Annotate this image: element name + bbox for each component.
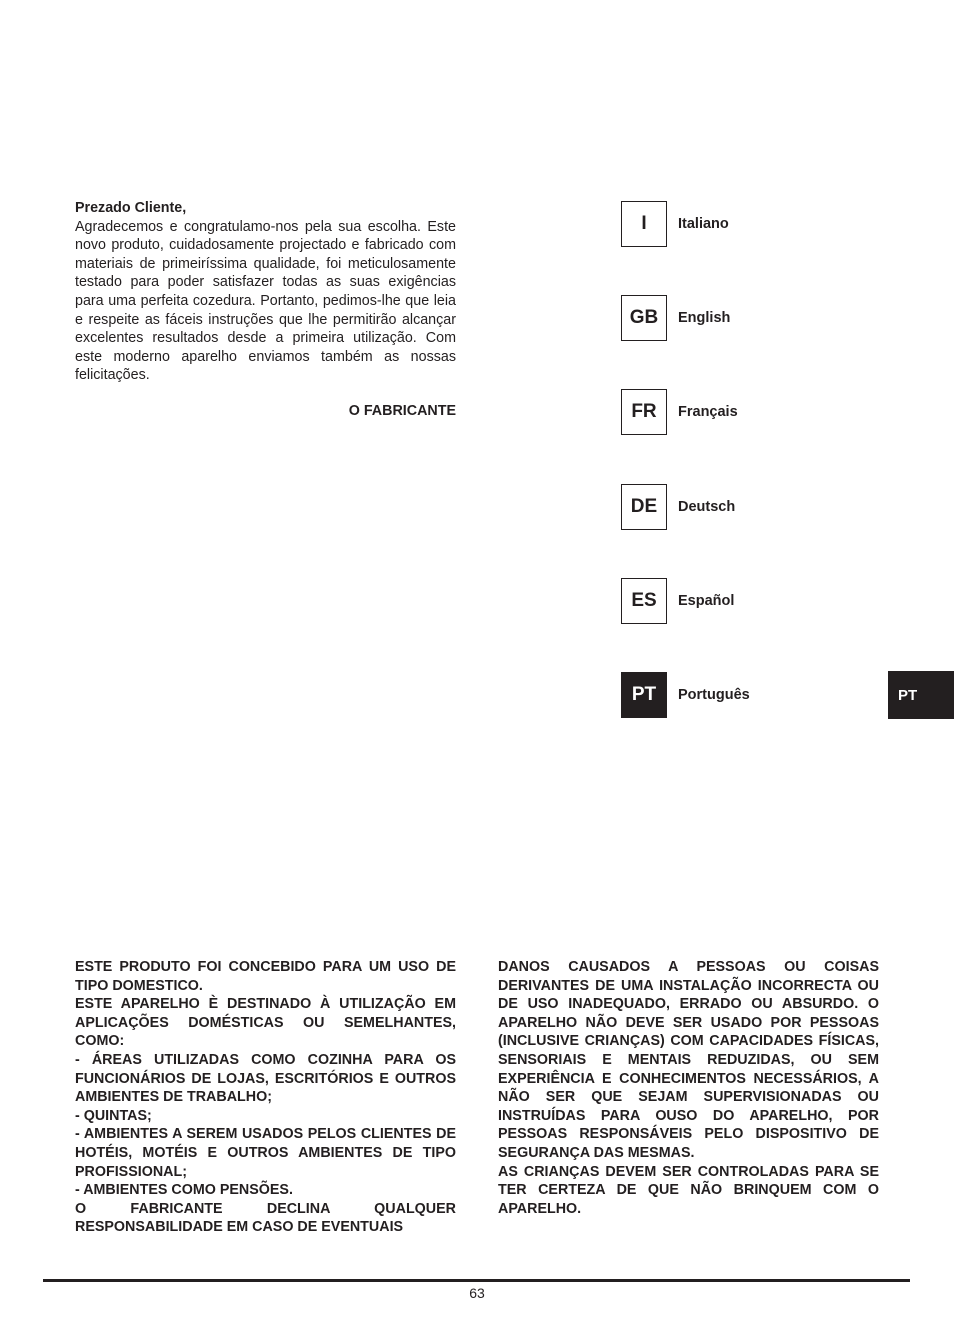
- signature: O FABRICANTE: [348, 402, 456, 419]
- language-name: Español: [678, 593, 735, 609]
- language-code-box[interactable]: I: [621, 201, 667, 247]
- notice-paragraph: - AMBIENTES COMO PENSÕES.: [75, 1182, 293, 1199]
- notice-paragraph: ESTE PRODUTO FOI CONCEBIDO PARA UM USO DE TIPO DOMESTICO.: [75, 959, 456, 994]
- notice-paragraph: - QUINTAS;: [75, 1107, 152, 1124]
- notice-paragraph: - AMBIENTES A SEREM USADOS PELOS CLIENTES DE HOTÉIS, MOTÉIS E OUTROS AMBIENTES DE TIPO PROFISSIONAL;: [75, 1126, 456, 1180]
- notice-right-column: [498, 958, 879, 1218]
- notice-paragraph: ESTE APARELHO È DESTINADO À UTILIZAÇÃO EM APLICAÇÕES DOMÉSTICAS OU SEMELHANTES, COMO:: [75, 996, 456, 1050]
- greeting: Prezado Cliente,: [75, 200, 187, 216]
- language-code-box-active[interactable]: PT: [621, 672, 667, 718]
- language-code-box[interactable]: FR: [621, 389, 667, 435]
- notice-paragraph: DANOS CAUSADOS A PESSOAS OU COISAS DERIVANTES DE UMA INSTALAÇÃO INCORRECTA OU DE USO INADEQUADO, ERRADO OU ABSURDO. O APARELHO NÃO DEVE SER USADO POR PESSOAS (INCLUSIVE CRIANÇAS) COM CAPACIDADES FÍSICAS, SENSORIAIS E MENTAIS REDUZIDAS, OU SEM EXPERIÊNCIA E CONHECIMENTOS NECESSÁRIOS, A NÃO SER QUE SEJAM SUPERVISIONADAS OU INSTRUÍDAS PARA OUSO DO APARELHO, POR PESSOAS RESPONSÁVEIS PELO DISPOSITIVO DE SEGURANÇA DAS MESMAS.: [498, 959, 879, 1161]
- language-name: Deutsch: [678, 499, 736, 515]
- page-number: 63: [469, 1285, 485, 1301]
- footer-divider: [43, 1279, 910, 1282]
- language-name: Português: [678, 687, 750, 703]
- intro-body: Agradecemos e congratulamo-nos pela sua escolha. Este novo produto, cuidadosamente projectado e fabricado com materiais de primeiríssima qualidade, foi meticulosamente testado para poder satisfazer todas as suas exigências para uma perfeita cozedura. Portanto, pedimos-lhe que leia e respeite as fáceis instruções que lhe permitirão alcançar excelentes resultados desde a primeira utilização. Com este moderno aparelho enviamos também as nossas felicitações.: [75, 218, 456, 384]
- language-code-box[interactable]: ES: [621, 578, 667, 624]
- language-code-box[interactable]: GB: [621, 295, 667, 341]
- side-language-tab: PT: [888, 671, 954, 719]
- language-code-box[interactable]: DE: [621, 484, 667, 530]
- notice-paragraph: O FABRICANTE DECLINA QUALQUER RESPONSABILIDADE EM CASO DE EVENTUAIS: [75, 1200, 456, 1236]
- notice-left-column: [75, 958, 456, 1237]
- notice-paragraph: - ÁREAS UTILIZADAS COMO COZINHA PARA OS FUNCIONÁRIOS DE LOJAS, ESCRITÓRIOS E OUTROS AMBIENTES DE TRABALHO;: [75, 1051, 456, 1106]
- language-name: English: [678, 310, 731, 326]
- language-name: Français: [678, 404, 738, 420]
- intro-section: [75, 199, 456, 421]
- notice-paragraph: AS CRIANÇAS DEVEM SER CONTROLADAS PARA SE TER CERTEZA DE QUE NÃO BRINQUEM COM O APARELHO.: [498, 1163, 879, 1217]
- language-name: Italiano: [678, 216, 729, 232]
